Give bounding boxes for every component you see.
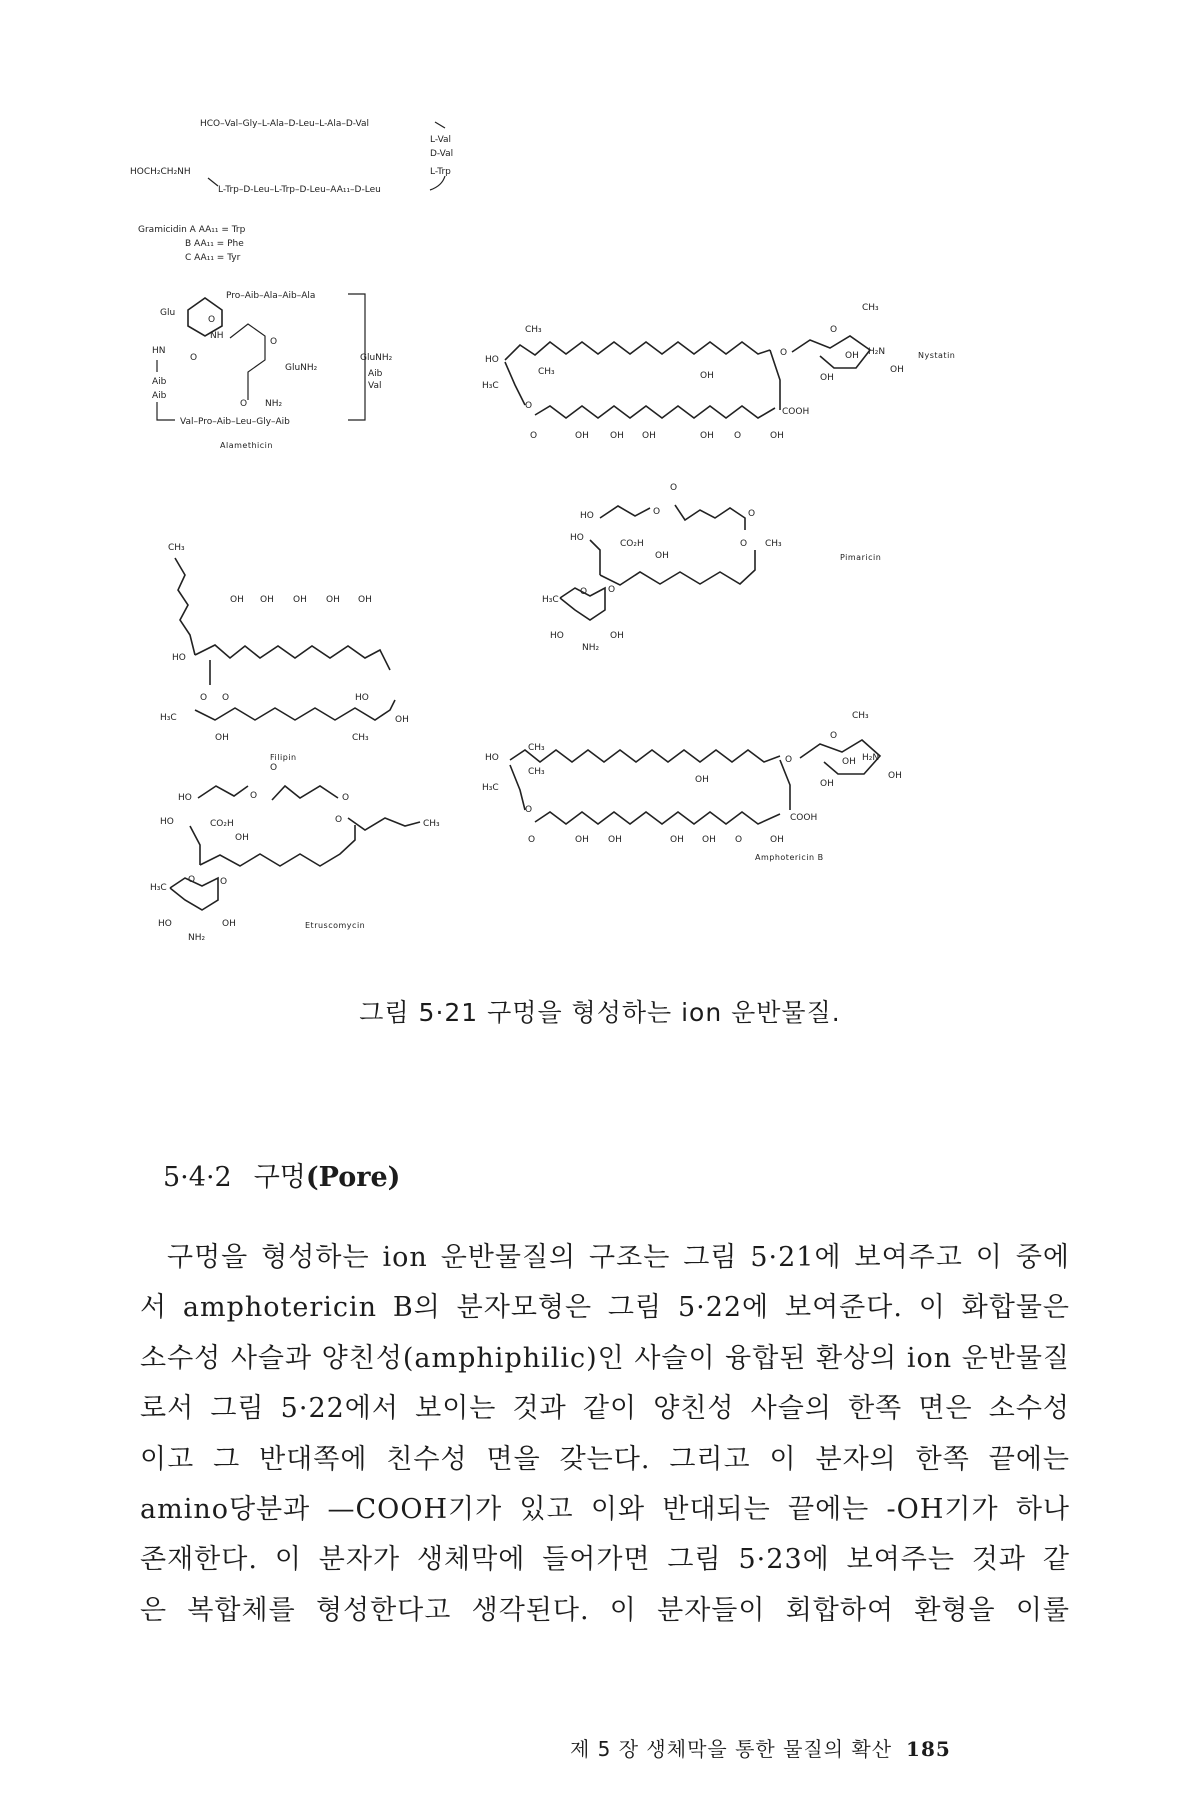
- filipin-structure: [160, 543, 409, 762]
- etruscomycin-structure: [150, 763, 440, 943]
- svg-text:H₂N: H₂N: [862, 753, 880, 763]
- svg-text:OH: OH: [820, 373, 834, 383]
- svg-text:O: O: [208, 315, 216, 325]
- paragraph-line: 구멍을 형성하는 ion 운반물질의 구조는 그림 5·21에 보여주고 이 중에: [167, 1242, 1070, 1273]
- svg-text:O: O: [250, 791, 258, 801]
- svg-text:CH₃: CH₃: [538, 367, 555, 377]
- svg-text:HO: HO: [355, 693, 369, 703]
- svg-text:OH: OH: [230, 595, 244, 605]
- svg-text:HO: HO: [550, 631, 564, 641]
- page-number: 185: [906, 1737, 951, 1761]
- filipin-label: Filipin: [270, 753, 297, 762]
- svg-text:O: O: [608, 585, 616, 595]
- svg-text:Val–Pro–Aib–Leu–Gly–Aib: Val–Pro–Aib–Leu–Gly–Aib: [180, 417, 290, 427]
- section-title-en: (Pore): [305, 1162, 401, 1193]
- svg-text:CH₃: CH₃: [352, 733, 369, 743]
- svg-text:OH: OH: [215, 733, 229, 743]
- svg-text:H₃C: H₃C: [542, 595, 559, 605]
- svg-text:OH: OH: [293, 595, 307, 605]
- svg-text:O: O: [220, 877, 228, 887]
- svg-text:OH: OH: [608, 835, 622, 845]
- section-heading: [163, 1155, 400, 1194]
- svg-text:GluNH₂: GluNH₂: [360, 353, 393, 363]
- svg-text:OH: OH: [575, 835, 589, 845]
- svg-text:HO: HO: [570, 533, 584, 543]
- svg-text:CH₃: CH₃: [423, 819, 440, 829]
- svg-text:O: O: [748, 509, 756, 519]
- svg-text:H₃C: H₃C: [482, 783, 499, 793]
- svg-text:O: O: [342, 793, 350, 803]
- svg-text:Glu: Glu: [160, 308, 176, 318]
- pimaricin-structure: [542, 483, 881, 653]
- svg-text:O: O: [740, 539, 748, 549]
- paragraph-line: 은 복합체를 형성한다고 생각된다. 이 분자들이 회합하여 환형을 이룰: [140, 1594, 1070, 1626]
- svg-text:O: O: [734, 431, 742, 441]
- svg-text:CH₃: CH₃: [765, 539, 782, 549]
- figure-caption: 그림 5·21 구멍을 형성하는 ion 운반물질.: [359, 998, 841, 1027]
- alamethicin-label: Alamethicin: [220, 441, 273, 450]
- gramicidin-line-3: D-Val: [430, 149, 454, 159]
- gramicidin-line-1: HCO–Val–Gly–L-Ala–D-Leu–L-Ala–D-Val: [200, 119, 369, 129]
- svg-text:OH: OH: [845, 351, 859, 361]
- svg-text:OH: OH: [235, 833, 249, 843]
- paragraph-line: amino당분과 —COOH기가 있고 이와 반대되는 끝에는 -OH기가 하나: [140, 1493, 1070, 1525]
- svg-text:NH₂: NH₂: [582, 643, 600, 653]
- svg-text:OH: OH: [700, 371, 714, 381]
- svg-text:OH: OH: [610, 631, 624, 641]
- svg-text:O: O: [240, 399, 248, 409]
- svg-text:NH₂: NH₂: [265, 399, 283, 409]
- svg-text:O: O: [735, 835, 743, 845]
- svg-text:NH₂: NH₂: [188, 933, 206, 943]
- svg-text:CH₃: CH₃: [862, 303, 879, 313]
- svg-text:OH: OH: [888, 771, 902, 781]
- svg-text:NH: NH: [210, 331, 224, 341]
- svg-text:OH: OH: [642, 431, 656, 441]
- svg-text:HO: HO: [485, 753, 499, 763]
- svg-text:OH: OH: [326, 595, 340, 605]
- gramicidin-variant-c: C AA₁₁ = Tyr: [185, 253, 241, 263]
- gramicidin-line-2: L-Val: [430, 135, 452, 145]
- svg-text:COOH: COOH: [782, 407, 810, 417]
- svg-text:Val: Val: [368, 381, 382, 391]
- svg-text:HO: HO: [158, 919, 172, 929]
- svg-text:OH: OH: [222, 919, 236, 929]
- svg-text:OH: OH: [610, 431, 624, 441]
- nystatin-structure: [482, 303, 955, 441]
- chemical-structures-diagram: [130, 110, 1080, 1000]
- gramicidin-line-6: L-Trp–D-Leu–L-Trp–D-Leu–AA₁₁–D-Leu: [218, 185, 381, 195]
- svg-text:OH: OH: [820, 779, 834, 789]
- svg-text:O: O: [525, 401, 533, 411]
- svg-text:O: O: [785, 755, 793, 765]
- svg-text:O: O: [188, 875, 196, 885]
- svg-text:OH: OH: [260, 595, 274, 605]
- gramicidin-variant-b: B AA₁₁ = Phe: [185, 239, 244, 249]
- svg-text:HO: HO: [485, 355, 499, 365]
- alamethicin-structure: [152, 291, 393, 450]
- figure-5-21: [130, 110, 1080, 1000]
- amphotericin-label: Amphotericin B: [755, 853, 824, 862]
- svg-text:O: O: [830, 325, 838, 335]
- svg-text:O: O: [200, 693, 208, 703]
- svg-text:H₃C: H₃C: [150, 883, 167, 893]
- svg-text:Pro–Aib–Ala–Aib–Ala: Pro–Aib–Ala–Aib–Ala: [226, 291, 316, 301]
- svg-text:OH: OH: [395, 715, 409, 725]
- svg-text:O: O: [780, 348, 788, 358]
- svg-text:HO: HO: [172, 653, 186, 663]
- svg-text:CH₃: CH₃: [168, 543, 185, 553]
- page-footer: [570, 1733, 951, 1762]
- svg-text:COOH: COOH: [790, 813, 818, 823]
- section-title-ko: 구멍: [253, 1162, 306, 1193]
- svg-text:OH: OH: [700, 431, 714, 441]
- svg-text:HO: HO: [178, 793, 192, 803]
- svg-text:OH: OH: [842, 757, 856, 767]
- svg-text:Aib: Aib: [152, 391, 167, 401]
- svg-text:HO: HO: [160, 817, 174, 827]
- nystatin-label: Nystatin: [918, 351, 956, 360]
- svg-text:O: O: [525, 805, 533, 815]
- svg-text:OH: OH: [575, 431, 589, 441]
- svg-text:O: O: [580, 587, 588, 597]
- svg-text:GluNH₂: GluNH₂: [285, 363, 318, 373]
- svg-text:CH₃: CH₃: [528, 743, 545, 753]
- svg-text:CH₃: CH₃: [525, 325, 542, 335]
- paragraph-line: 서 amphotericin B의 분자모형은 그림 5·22에 보여준다. 이 화합물은: [140, 1292, 1070, 1324]
- paragraph-line: 로서 그림 5·22에서 보이는 것과 같이 양친성 사슬의 한쪽 면은 소수성: [140, 1393, 1070, 1425]
- svg-text:O: O: [670, 483, 678, 493]
- pimaricin-label: Pimaricin: [840, 553, 882, 562]
- svg-text:OH: OH: [695, 775, 709, 785]
- svg-text:HO: HO: [580, 511, 594, 521]
- svg-text:OH: OH: [702, 835, 716, 845]
- svg-text:H₃C: H₃C: [160, 713, 177, 723]
- svg-text:CO₂H: CO₂H: [210, 819, 234, 829]
- svg-text:CO₂H: CO₂H: [620, 539, 644, 549]
- svg-text:H₃C: H₃C: [482, 381, 499, 391]
- svg-text:OH: OH: [770, 835, 784, 845]
- svg-text:O: O: [830, 731, 838, 741]
- svg-text:O: O: [335, 815, 343, 825]
- svg-text:OH: OH: [770, 431, 784, 441]
- section-number: 5·4·2: [163, 1162, 232, 1193]
- gramicidin-variant-a: Gramicidin A AA₁₁ = Trp: [138, 225, 246, 235]
- etruscomycin-label: Etruscomycin: [305, 921, 366, 930]
- svg-text:OH: OH: [358, 595, 372, 605]
- svg-text:Aib: Aib: [152, 377, 167, 387]
- gramicidin-line-5: L-Trp: [430, 167, 451, 177]
- amphotericin-structure: [482, 711, 902, 862]
- paragraph-line: 이고 그 반대쪽에 친수성 면을 갖는다. 그리고 이 분자의 한쪽 끝에는: [140, 1443, 1070, 1475]
- chapter-running-title: 제 5 장 생체막을 통한 물질의 확산: [570, 1737, 893, 1761]
- gramicidin-line-4: HOCH₂CH₂NH: [130, 167, 191, 177]
- svg-text:Aib: Aib: [368, 369, 383, 379]
- svg-text:O: O: [190, 353, 198, 363]
- svg-text:OH: OH: [670, 835, 684, 845]
- svg-text:O: O: [528, 835, 536, 845]
- svg-text:CH₃: CH₃: [852, 711, 869, 721]
- paragraph-line: 존재한다. 이 분자가 생체막에 들어가면 그림 5·23에 보여주는 것과 같: [140, 1544, 1070, 1576]
- svg-text:OH: OH: [890, 365, 904, 375]
- svg-text:OH: OH: [655, 551, 669, 561]
- svg-text:O: O: [270, 337, 278, 347]
- gramicidin-structure: [130, 119, 453, 263]
- svg-text:O: O: [222, 693, 230, 703]
- body-paragraph: [140, 1233, 1070, 1636]
- svg-text:O: O: [270, 763, 278, 773]
- svg-text:O: O: [653, 507, 661, 517]
- svg-text:O: O: [530, 431, 538, 441]
- paragraph-line: 소수성 사슬과 양친성(amphiphilic)인 사슬이 융합된 환상의 ion 운반물질: [140, 1342, 1071, 1374]
- svg-text:H₂N: H₂N: [868, 347, 886, 357]
- svg-text:HN: HN: [152, 346, 166, 356]
- svg-text:CH₃: CH₃: [528, 767, 545, 777]
